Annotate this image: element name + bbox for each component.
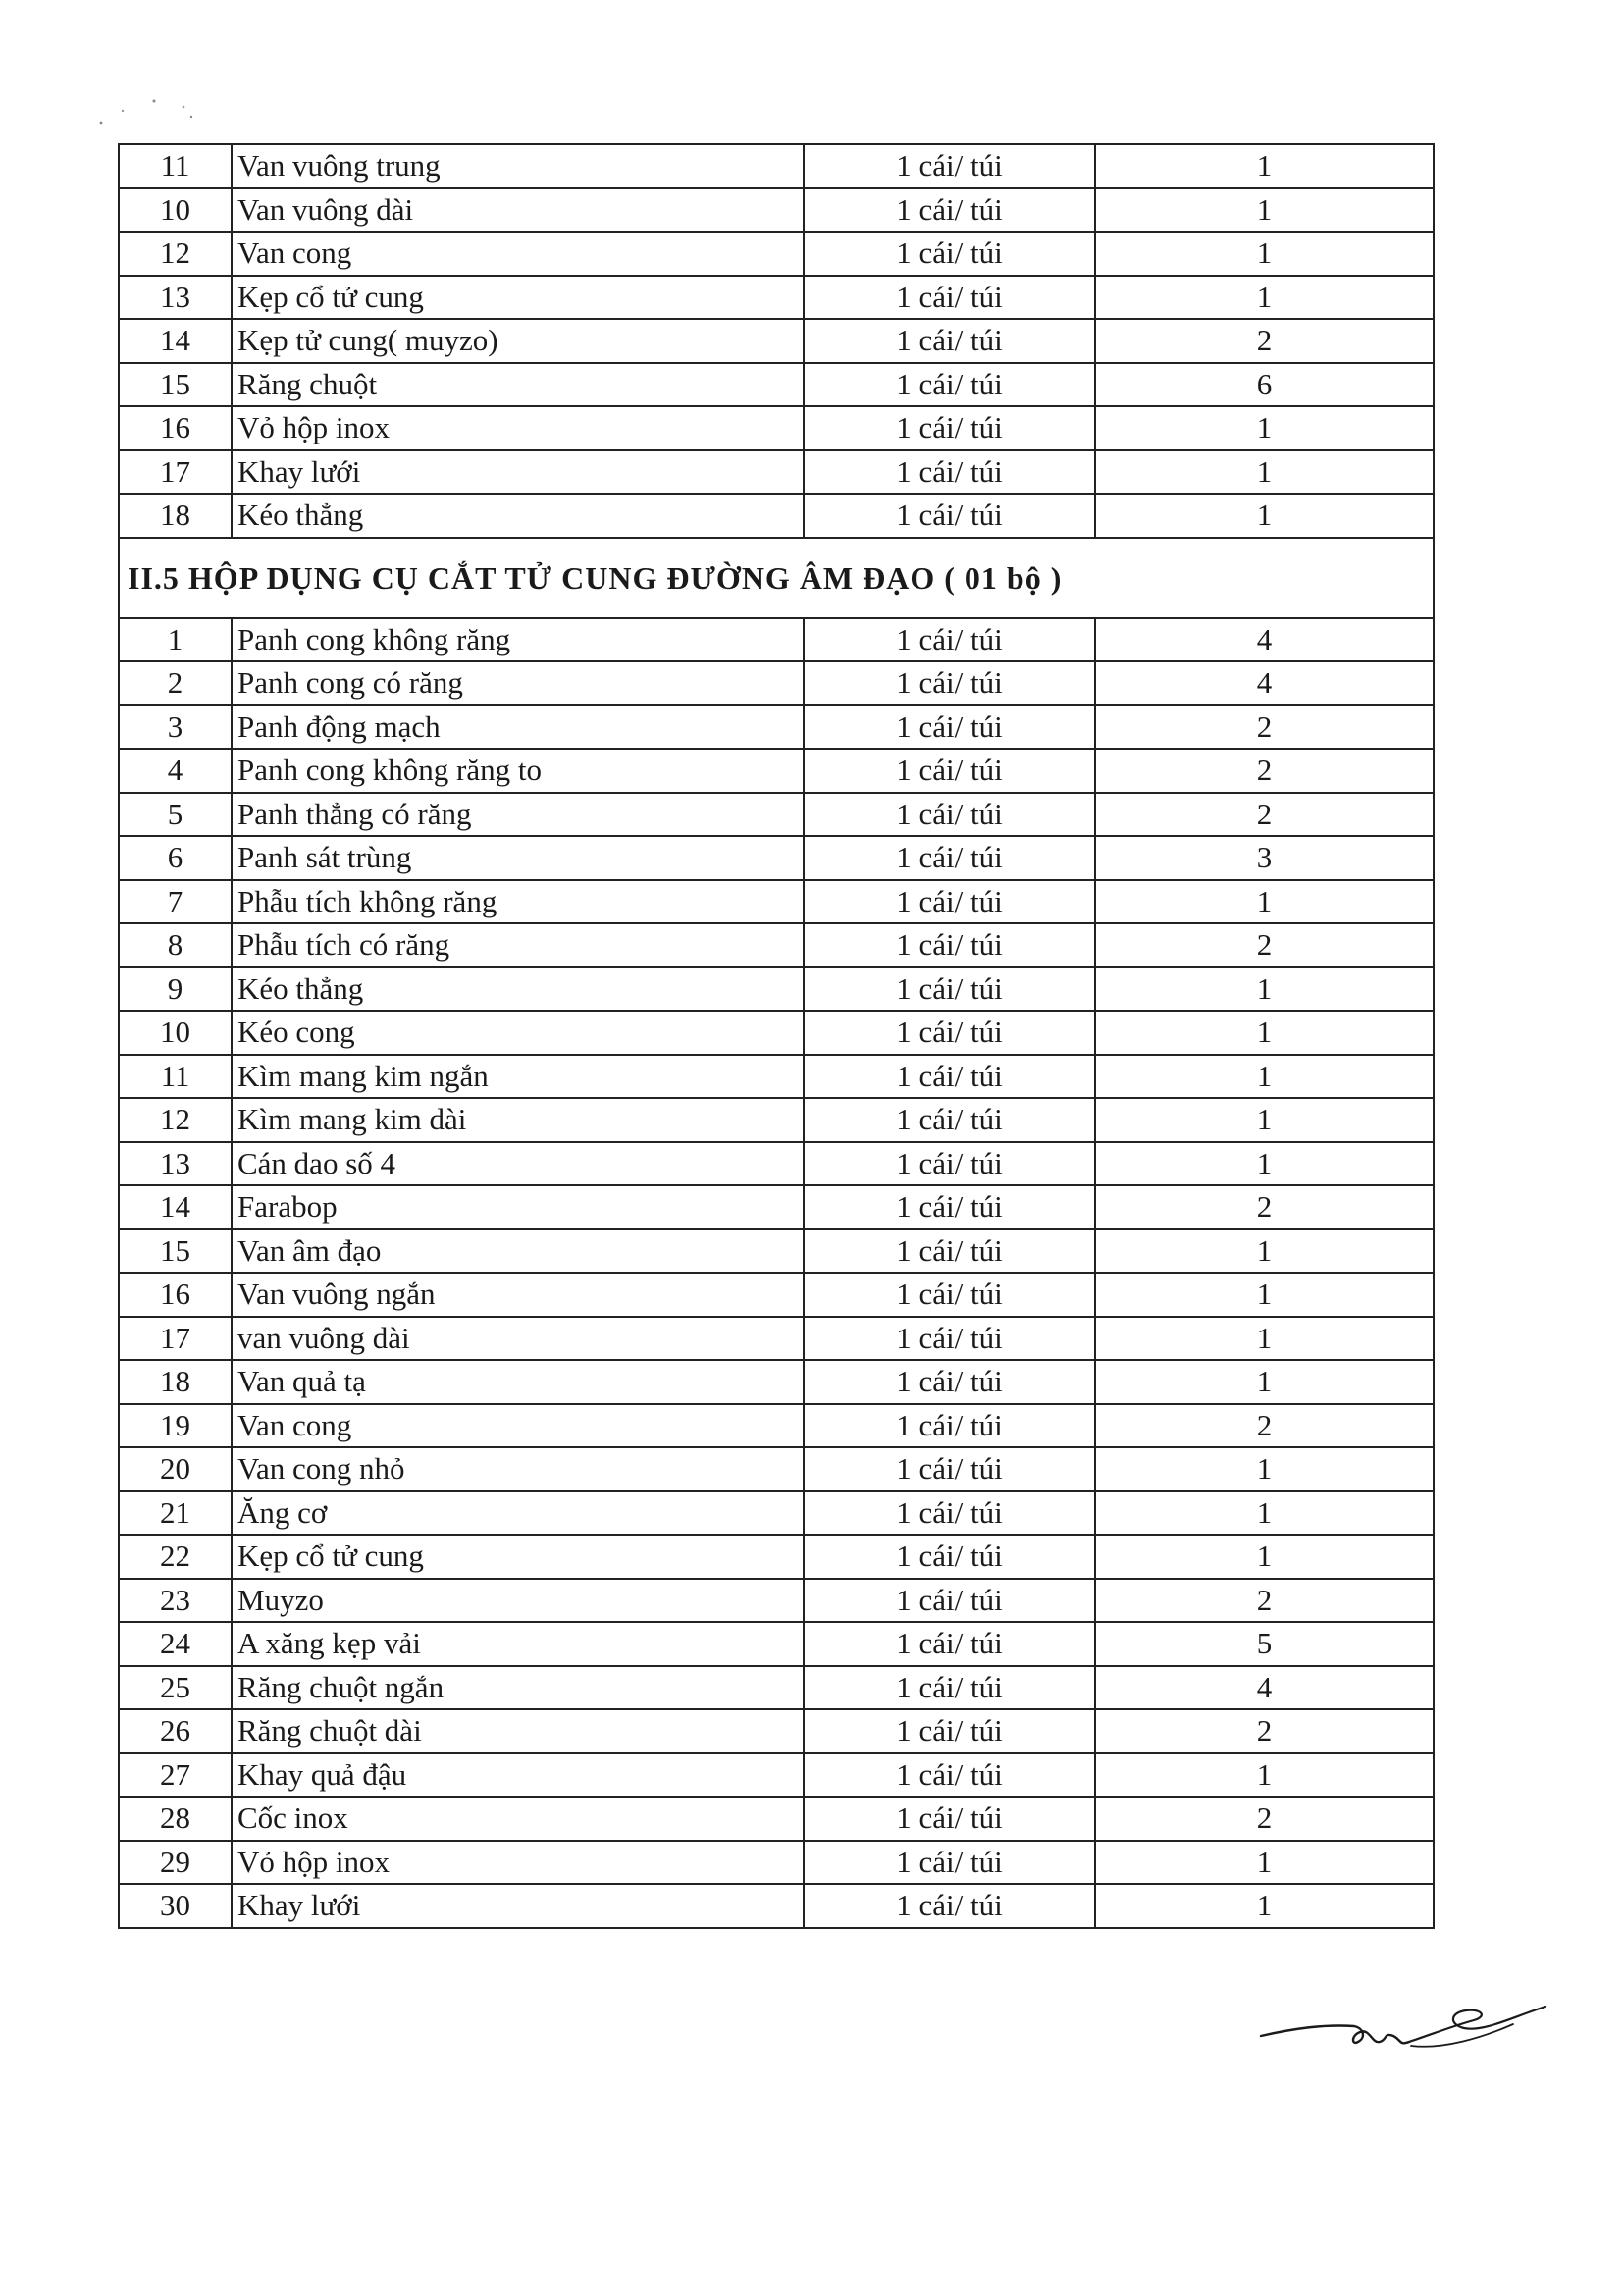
item-quantity: 2 [1095,923,1434,967]
item-name: van vuông dài [232,1317,804,1361]
item-unit: 1 cái/ túi [804,967,1095,1012]
row-number: 17 [119,450,232,495]
row-number: 17 [119,1317,232,1361]
table-row [119,406,1434,450]
row-number: 13 [119,276,232,320]
item-quantity: 2 [1095,1579,1434,1623]
row-number: 11 [119,1055,232,1099]
table-row [119,1142,1434,1186]
table-row [119,1098,1434,1142]
item-unit: 1 cái/ túi [804,1360,1095,1404]
row-number: 27 [119,1753,232,1798]
item-name: Cốc inox [232,1797,804,1841]
item-name: Muyzo [232,1579,804,1623]
row-number: 5 [119,793,232,837]
item-name: Răng chuột dài [232,1709,804,1753]
item-name: Khay lưới [232,1884,804,1928]
row-number: 28 [119,1797,232,1841]
item-unit: 1 cái/ túi [804,1579,1095,1623]
item-name: Panh thẳng có răng [232,793,804,837]
item-unit: 1 cái/ túi [804,1666,1095,1710]
item-name: Kéo cong [232,1011,804,1055]
item-quantity: 1 [1095,1535,1434,1579]
item-unit: 1 cái/ túi [804,232,1095,276]
table-row [119,363,1434,407]
item-quantity: 5 [1095,1622,1434,1666]
row-number: 10 [119,188,232,233]
table-row [119,661,1434,705]
item-unit: 1 cái/ túi [804,276,1095,320]
row-number: 14 [119,1185,232,1229]
item-name: Kẹp tử cung( muyzo) [232,319,804,363]
item-quantity: 4 [1095,661,1434,705]
item-unit: 1 cái/ túi [804,1011,1095,1055]
row-number: 4 [119,749,232,793]
row-number: 24 [119,1622,232,1666]
row-number: 15 [119,1229,232,1274]
item-quantity: 1 [1095,1447,1434,1491]
item-unit: 1 cái/ túi [804,1797,1095,1841]
row-number: 12 [119,1098,232,1142]
item-name: Farabop [232,1185,804,1229]
table-row [119,1491,1434,1536]
item-unit: 1 cái/ túi [804,1404,1095,1448]
item-quantity: 1 [1095,494,1434,538]
item-name: Vỏ hộp inox [232,1841,804,1885]
item-quantity: 1 [1095,1098,1434,1142]
item-name: Van cong [232,232,804,276]
table-row [119,1884,1434,1928]
row-number: 7 [119,880,232,924]
row-number: 25 [119,1666,232,1710]
item-unit: 1 cái/ túi [804,363,1095,407]
item-name: Van vuông ngắn [232,1273,804,1317]
row-number: 29 [119,1841,232,1885]
item-quantity: 1 [1095,232,1434,276]
row-number: 20 [119,1447,232,1491]
item-unit: 1 cái/ túi [804,618,1095,662]
item-name: Phẫu tích có răng [232,923,804,967]
table-row [119,1360,1434,1404]
item-name: Kẹp cổ tử cung [232,276,804,320]
item-name: A xăng kẹp vải [232,1622,804,1666]
table-row [119,1841,1434,1885]
item-quantity: 1 [1095,188,1434,233]
item-name: Van cong nhỏ [232,1447,804,1491]
item-name: Khay quả đậu [232,1753,804,1798]
item-quantity: 2 [1095,705,1434,750]
item-name: Kéo thẳng [232,494,804,538]
row-number: 3 [119,705,232,750]
item-quantity: 1 [1095,276,1434,320]
table-row [119,1753,1434,1798]
row-number: 26 [119,1709,232,1753]
item-quantity: 1 [1095,1055,1434,1099]
row-number: 8 [119,923,232,967]
table-row [119,276,1434,320]
row-number: 11 [119,144,232,188]
item-unit: 1 cái/ túi [804,836,1095,880]
item-unit: 1 cái/ túi [804,1447,1095,1491]
item-quantity: 1 [1095,1491,1434,1536]
item-quantity: 1 [1095,406,1434,450]
table-row [119,232,1434,276]
item-quantity: 1 [1095,1229,1434,1274]
item-quantity: 1 [1095,967,1434,1012]
item-unit: 1 cái/ túi [804,1185,1095,1229]
item-name: Khay lưới [232,450,804,495]
handwritten-signature-icon [1256,1977,1550,2070]
row-number: 10 [119,1011,232,1055]
item-unit: 1 cái/ túi [804,1709,1095,1753]
item-quantity: 1 [1095,880,1434,924]
item-unit: 1 cái/ túi [804,1317,1095,1361]
row-number: 30 [119,1884,232,1928]
item-unit: 1 cái/ túi [804,1098,1095,1142]
table-body-top [119,144,1434,538]
row-number: 19 [119,1404,232,1448]
section-header-row [119,538,1434,618]
table-row [119,967,1434,1012]
table-body-section [119,618,1434,1928]
table-row [119,1273,1434,1317]
item-name: Van quả tạ [232,1360,804,1404]
item-quantity: 1 [1095,1273,1434,1317]
item-unit: 1 cái/ túi [804,1841,1095,1885]
table-row [119,1055,1434,1099]
item-quantity: 1 [1095,450,1434,495]
item-name: Kìm mang kim dài [232,1098,804,1142]
row-number: 23 [119,1579,232,1623]
table-row [119,450,1434,495]
item-quantity: 2 [1095,1709,1434,1753]
item-unit: 1 cái/ túi [804,450,1095,495]
item-name: Panh sát trùng [232,836,804,880]
row-number: 16 [119,406,232,450]
item-name: Panh động mạch [232,705,804,750]
item-name: Ăng cơ [232,1491,804,1536]
item-unit: 1 cái/ túi [804,749,1095,793]
item-name: Kẹp cổ tử cung [232,1535,804,1579]
item-quantity: 1 [1095,1142,1434,1186]
item-name: Panh cong có răng [232,661,804,705]
item-unit: 1 cái/ túi [804,1753,1095,1798]
item-name: Van vuông dài [232,188,804,233]
table-row [119,1579,1434,1623]
item-quantity: 2 [1095,319,1434,363]
item-name: Panh cong không răng [232,618,804,662]
item-quantity: 3 [1095,836,1434,880]
equipment-table [118,143,1435,1929]
item-quantity: 1 [1095,1011,1434,1055]
item-unit: 1 cái/ túi [804,1884,1095,1928]
table-row [119,1622,1434,1666]
row-number: 15 [119,363,232,407]
scan-specks-icon [93,93,221,132]
row-number: 22 [119,1535,232,1579]
table-row [119,1709,1434,1753]
item-quantity: 1 [1095,1753,1434,1798]
item-unit: 1 cái/ túi [804,1142,1095,1186]
table-row [119,1797,1434,1841]
item-unit: 1 cái/ túi [804,661,1095,705]
table-row [119,319,1434,363]
row-number: 2 [119,661,232,705]
item-quantity: 1 [1095,1841,1434,1885]
item-name: Răng chuột [232,363,804,407]
item-unit: 1 cái/ túi [804,705,1095,750]
item-quantity: 2 [1095,1404,1434,1448]
item-unit: 1 cái/ túi [804,1535,1095,1579]
table-row [119,705,1434,750]
table-row [119,880,1434,924]
item-unit: 1 cái/ túi [804,1622,1095,1666]
item-unit: 1 cái/ túi [804,188,1095,233]
table-row [119,923,1434,967]
item-unit: 1 cái/ túi [804,144,1095,188]
item-quantity: 4 [1095,618,1434,662]
item-name: Van cong [232,1404,804,1448]
item-unit: 1 cái/ túi [804,1491,1095,1536]
item-quantity: 2 [1095,749,1434,793]
row-number: 16 [119,1273,232,1317]
item-quantity: 1 [1095,1884,1434,1928]
table-row [119,188,1434,233]
item-unit: 1 cái/ túi [804,1055,1095,1099]
table-row [119,1666,1434,1710]
table-row [119,494,1434,538]
row-number: 21 [119,1491,232,1536]
row-number: 6 [119,836,232,880]
row-number: 1 [119,618,232,662]
item-quantity: 1 [1095,144,1434,188]
row-number: 14 [119,319,232,363]
item-quantity: 2 [1095,1797,1434,1841]
item-quantity: 2 [1095,793,1434,837]
table-row [119,793,1434,837]
table-row [119,749,1434,793]
item-unit: 1 cái/ túi [804,880,1095,924]
item-unit: 1 cái/ túi [804,494,1095,538]
item-unit: 1 cái/ túi [804,923,1095,967]
item-name: Răng chuột ngắn [232,1666,804,1710]
item-quantity: 1 [1095,1360,1434,1404]
item-name: Van vuông trung [232,144,804,188]
item-unit: 1 cái/ túi [804,793,1095,837]
row-number: 12 [119,232,232,276]
table-row [119,618,1434,662]
table-section [119,538,1434,618]
section-title: II.5 HỘP DỤNG CỤ CẮT TỬ CUNG ĐƯỜNG ÂM ĐẠO ( 01 bộ ) [119,538,1434,618]
row-number: 13 [119,1142,232,1186]
table-row [119,1011,1434,1055]
item-quantity: 2 [1095,1185,1434,1229]
table-row [119,1185,1434,1229]
item-unit: 1 cái/ túi [804,1273,1095,1317]
row-number: 9 [119,967,232,1012]
row-number: 18 [119,1360,232,1404]
table-row [119,1404,1434,1448]
item-name: Kéo thẳng [232,967,804,1012]
table-row [119,1317,1434,1361]
table-row [119,1447,1434,1491]
item-unit: 1 cái/ túi [804,406,1095,450]
item-name: Vỏ hộp inox [232,406,804,450]
table-row [119,1535,1434,1579]
item-name: Panh cong không răng to [232,749,804,793]
item-quantity: 1 [1095,1317,1434,1361]
item-name: Kìm mang kim ngắn [232,1055,804,1099]
item-name: Phẫu tích không răng [232,880,804,924]
item-name: Van âm đạo [232,1229,804,1274]
table-row [119,836,1434,880]
table-row [119,144,1434,188]
item-quantity: 4 [1095,1666,1434,1710]
row-number: 18 [119,494,232,538]
item-name: Cán dao số 4 [232,1142,804,1186]
table-row [119,1229,1434,1274]
item-quantity: 6 [1095,363,1434,407]
item-unit: 1 cái/ túi [804,319,1095,363]
item-unit: 1 cái/ túi [804,1229,1095,1274]
